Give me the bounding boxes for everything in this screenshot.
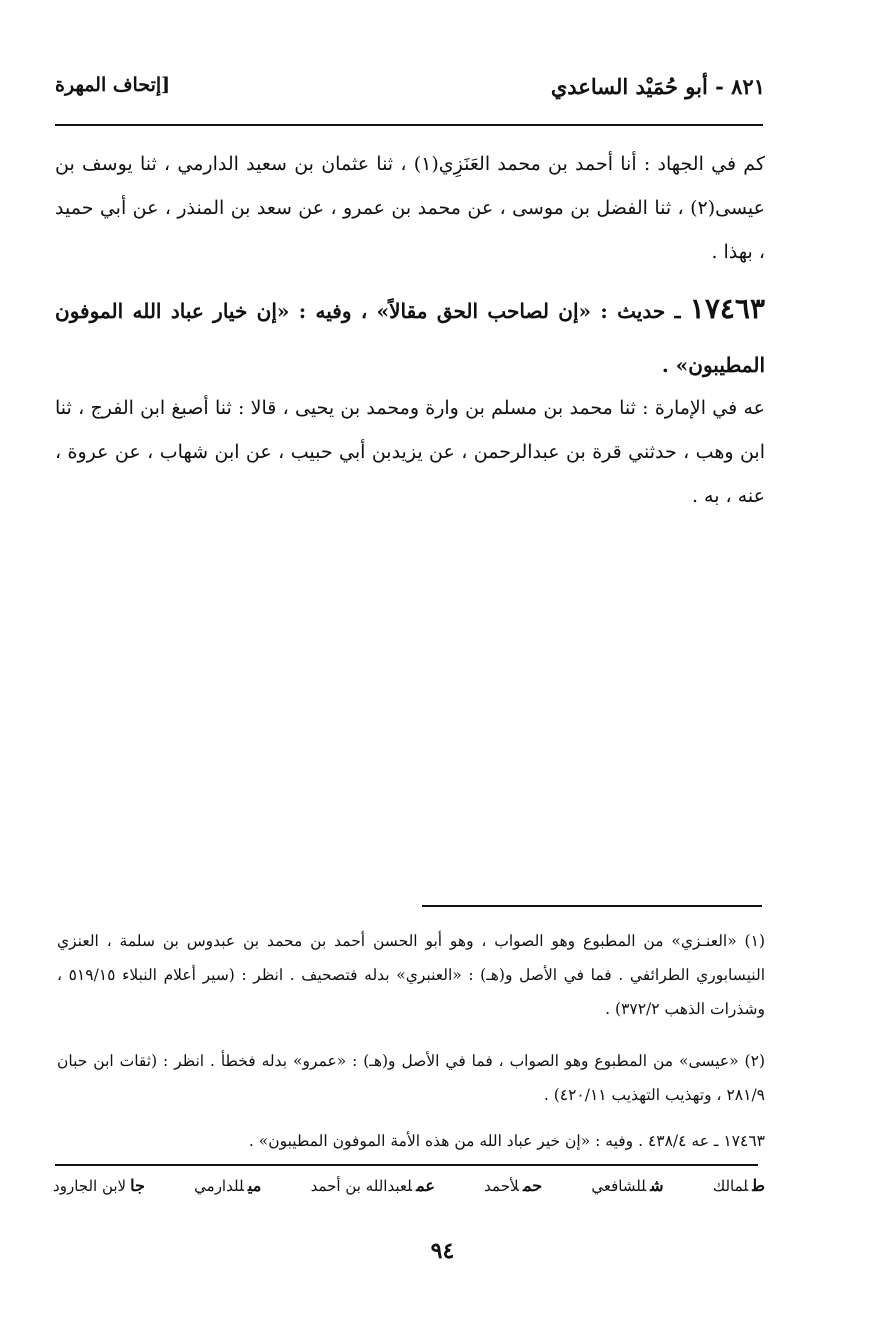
running-header-book-title: [إتحاف المهرة [55, 74, 171, 96]
abbreviation-item [484, 1176, 542, 1195]
abbreviation-code: ط [752, 1176, 765, 1195]
paragraph-imara: عه في الإمارة : ثنا محمد بن مسلم بن وارة ومحمد بن يحيى ، قالا : ثنا أصبغ ابن الفرج ، ثنا ابن وهب ، حدثني قرة بن عبدالرحمن ، عن يزيدبن أبي حبيب ، عن ابن شهاب ، عن عروة ، عنه ، به . [55, 397, 765, 507]
abbreviation-label: للشافعي [591, 1177, 647, 1195]
footnote-hadith-ref: ١٧٤٦٣ ـ عه ٤٣٨/٤ . وفيه : «إن خير عباد الله من هذه الأمة الموفون المطيبون» . [248, 1132, 765, 1150]
page-number: ٩٤ [430, 1238, 455, 1264]
abbreviation-item [194, 1176, 261, 1195]
abbreviation-item [311, 1176, 435, 1195]
abbreviation-label: لعبدالله بن أحمد [310, 1177, 413, 1195]
abbreviations-key [53, 1176, 765, 1195]
abbreviations-divider [55, 1164, 758, 1166]
header-divider [55, 124, 763, 126]
abbreviation-code: مي [247, 1176, 262, 1195]
abbreviation-code: ش [650, 1176, 664, 1195]
hadith-text: ـ حديث : «إن لصاحب الحق مقالاً» ، وفيه : «إن خيار عباد الله الموفون المطيبون» . [55, 299, 765, 377]
footnote-2: (٢) «عيسى» من المطبوع وهو الصواب ، فما في الأصل و(هـ) : «عمرو» بدله فخطأ . انظر : (ثقات ابن حبان ٢٨١/٩ ، وتهذيب التهذيب ٤٢٠/١١) . [57, 1052, 765, 1104]
hadith-number: ١٧٤٦٣ [689, 292, 765, 325]
hadith-heading [55, 282, 765, 392]
abbreviation-label: للدارمي [194, 1177, 244, 1195]
abbreviation-label: لأحمد [484, 1177, 519, 1195]
abbreviation-code: عم [416, 1176, 435, 1195]
paragraph-jihad: كم في الجهاد : أنا أحمد بن محمد العَنَزِي(١) ، ثنا عثمان بن سعيد الدارمي ، ثنا يوسف بن عيسى(٢) ، ثنا الفضل بن موسى ، عن محمد بن عمرو ، عن سعد بن المنذر ، عن أبي حميد ، بهذا . [55, 153, 765, 263]
footnote-divider [422, 905, 762, 907]
running-header-chapter: ٨٢١ - أبو حُمَيْد الساعدي [550, 74, 765, 99]
abbreviation-code: جا [130, 1176, 145, 1195]
footnote-1: (١) «العنـزي» من المطبوع وهو الصواب ، وهو أبو الحسن أحمد بن محمد بن عبدوس بن سلمة ، العنزي النيسابوري الطرائفي . فما في الأصل و(هـ) : «العنبري» بدله فتصحيف . انظر : (سير أعلام النبلاء ٥١٩/١٥ ، وشذرات الذهب ٣٧٢/٢) . [57, 932, 765, 1018]
abbreviation-item [713, 1176, 765, 1195]
abbreviation-label: لابن الجارود [53, 1177, 127, 1195]
abbreviation-label: لمالك [712, 1177, 749, 1195]
abbreviation-item [591, 1176, 663, 1195]
abbreviation-code: حم [522, 1176, 543, 1195]
abbreviation-item [53, 1176, 145, 1195]
